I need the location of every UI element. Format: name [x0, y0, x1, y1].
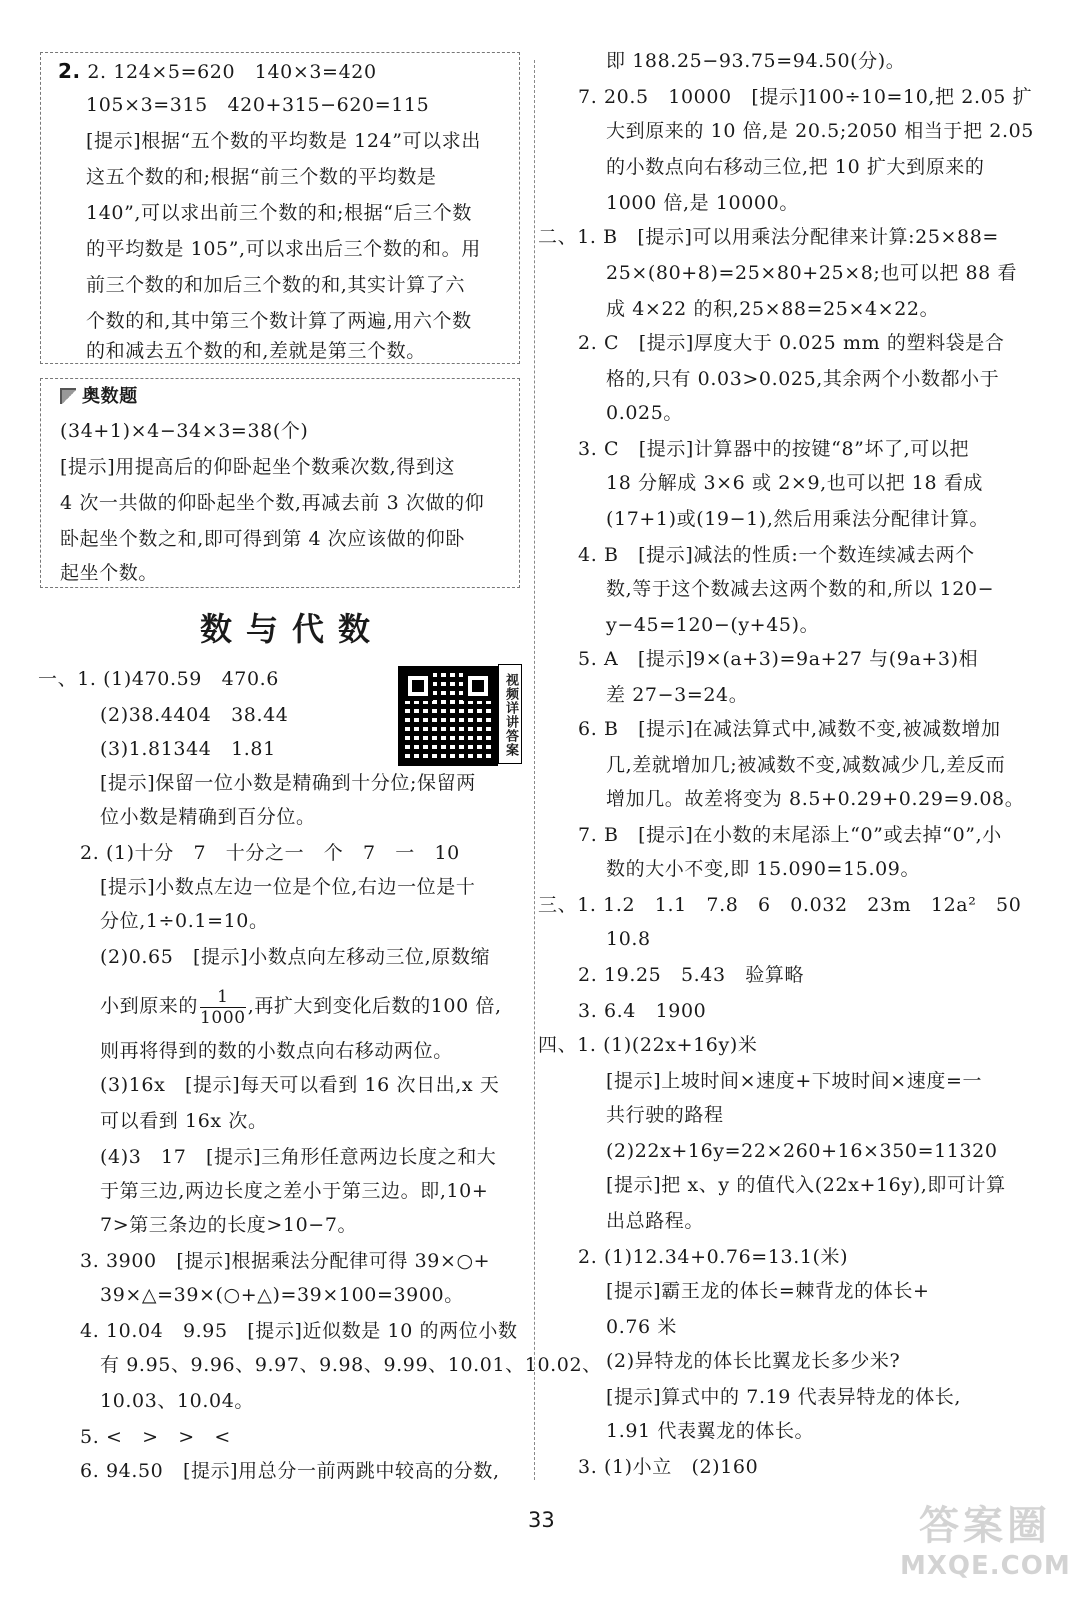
text-line: (3)1.81344 1.81: [100, 738, 276, 760]
text-line: 5. A [提示]9×(a+3)=9a+27 与(9a+3)相: [578, 648, 979, 670]
text-line: 格的,只有 0.03>0.025,其余两个小数都小于: [606, 368, 1000, 390]
text-line: 几,差就增加几;被减数不变,减数减少几,差反而: [606, 754, 1006, 776]
text-line: (17+1)或(19−1),然后用乘法分配律计算。: [606, 508, 990, 530]
text-line: (2)0.65 [提示]小数点向左移动三位,原数缩: [100, 946, 491, 968]
qr-label: 视频详讲答案: [498, 664, 522, 764]
text-line: 3. C [提示]计算器中的按键“8”坏了,可以把: [578, 438, 970, 460]
text-line: 一、1. (1)470.59 470.6: [38, 668, 279, 690]
text-line: 四、1. (1)(22x+16y)米: [538, 1034, 758, 1056]
text-line: 39×△=39×(○+△)=39×100=3900。: [100, 1284, 464, 1306]
text-line: 3. 3900 [提示]根据乘法分配律可得 39×○+: [80, 1250, 491, 1272]
text-line: (2)异特龙的体长比翼龙长多少米?: [606, 1350, 901, 1372]
text-line: 140”,可以求出前三个数的和;根据“后三个数: [86, 202, 472, 224]
text-line: 5. < > > <: [80, 1426, 231, 1448]
text-line: 则再将得到的数的小数点向右移动两位。: [100, 1040, 453, 1062]
text-line: 大到原来的 10 倍,是 20.5;2050 相当于把 2.05: [606, 120, 1034, 142]
text-line: (2)22x+16y=22×260+16×350=11320: [606, 1140, 998, 1162]
section-marker-icon: [60, 388, 76, 404]
text-line: 位小数是精确到百分位。: [100, 806, 316, 828]
text-line: 0.025。: [606, 402, 683, 424]
text-line: 10.03、10.04。: [100, 1390, 254, 1412]
text-line: 2. (1)12.34+0.76=13.1(米): [578, 1246, 849, 1268]
text-line: 分位,1÷0.1=10。: [100, 910, 269, 932]
text-line: 0.76 米: [606, 1316, 677, 1338]
text-line: 25×(80+8)=25×80+25×8;也可以把 88 看: [606, 262, 1018, 284]
section-title: 数与代数: [200, 610, 385, 648]
text-line: 小到原来的 $\frac{1}{1000}$ ,再扩大到变化后数的100 倍,: [100, 986, 502, 1028]
text-line: [提示]霸王龙的体长=棘背龙的体长+: [606, 1280, 930, 1302]
text-line: 可以看到 16x 次。: [100, 1110, 268, 1132]
text-line: 差 27−3=24。: [606, 684, 749, 706]
text-line: 的平均数是 105”,可以求出后三个数的和。用: [86, 238, 481, 260]
text-line: 前三个数的和加后三个数的和,其实计算了六: [86, 274, 466, 296]
text-line: 4. 10.04 9.95 [提示]近似数是 10 的两位小数: [80, 1320, 518, 1342]
text-line: 二、1. B [提示]可以用乘法分配律来计算:25×88=: [538, 226, 999, 248]
text-line: 18 分解成 3×6 或 2×9,也可以把 18 看成: [606, 472, 984, 494]
text-line: 3. 6.4 1900: [578, 1000, 707, 1022]
text-line: (2)38.4404 38.44: [100, 704, 289, 726]
text-line: 3. (1)小立 (2)160: [578, 1456, 759, 1478]
text-line: [提示]用提高后的仰卧起坐个数乘次数,得到这: [60, 456, 456, 478]
watermark-logo: 答案圈 MXQE.COM: [900, 1503, 1071, 1581]
column-divider: [534, 60, 535, 1480]
text-line: 7. 20.5 10000 [提示]100÷10=10,把 2.05 扩: [578, 86, 1033, 108]
text-line: 数,等于这个数减去这两个数的和,所以 120−: [606, 578, 995, 600]
text-line: 起坐个数。: [60, 562, 159, 584]
page-number: 33: [528, 1508, 555, 1532]
olympiad-heading: 奥数题: [60, 380, 138, 414]
text-line: [提示]把 x、y 的值代入(22x+16y),即可计算: [606, 1174, 1006, 1196]
text-line: 4 次一共做的仰卧起坐个数,再减去前 3 次做的仰: [60, 492, 485, 514]
text-line: [提示]根据“五个数的平均数是 124”可以求出: [86, 130, 481, 152]
text-line: 的和减去五个数的和,差就是第三个数。: [86, 340, 426, 362]
text-line: (3)16x [提示]每天可以看到 16 次日出,x 天: [100, 1074, 500, 1096]
text-line: 6. 94.50 [提示]用总分一前两跳中较高的分数,: [80, 1460, 500, 1482]
qr-code-icon[interactable]: [398, 666, 498, 766]
text-line: [提示]小数点左边一位是个位,右边一位是十: [100, 876, 476, 898]
text-line: y−45=120−(y+45)。: [606, 614, 820, 636]
text-line: 105×3=315 420+315−620=115: [86, 94, 430, 116]
text-line: 增加几。故差将变为 8.5+0.29+0.29=9.08。: [606, 788, 1025, 810]
text-line: 共行驶的路程: [606, 1104, 724, 1126]
text-line: [提示]保留一位小数是精确到十分位;保留两: [100, 772, 476, 794]
text-line: 1000 倍,是 10000。: [606, 192, 799, 214]
text-line: 数的大小不变,即 15.090=15.09。: [606, 858, 921, 880]
text-line: 2. 2. 124×5=620 140×3=420: [58, 59, 377, 83]
text-line: 10.8: [606, 928, 651, 950]
text-line: [提示]上坡时间×速度+下坡时间×速度=一: [606, 1070, 983, 1092]
text-line: 即 188.25−93.75=94.50(分)。: [606, 50, 906, 72]
text-line: 卧起坐个数之和,即可得到第 4 次应该做的仰卧: [60, 528, 466, 550]
text-line: 2. C [提示]厚度大于 0.025 mm 的塑料袋是合: [578, 332, 1005, 354]
text-line: 7>第三条边的长度>10−7。: [100, 1214, 358, 1236]
text-line: 2. (1)十分 7 十分之一 个 7 一 10: [80, 842, 460, 864]
text-line: 6. B [提示]在减法算式中,减数不变,被减数增加: [578, 718, 1001, 740]
text-line: 出总路程。: [606, 1210, 705, 1232]
text-line: 三、1. 1.2 1.1 7.8 6 0.032 23m 12a² 50: [538, 894, 1022, 916]
text-line: 的小数点向右移动三位,把 10 扩大到原来的: [606, 156, 985, 178]
text-line: 成 4×22 的积,25×88=25×4×22。: [606, 298, 940, 320]
text-line: 有 9.95、9.96、9.97、9.98、9.99、10.01、10.02、: [100, 1354, 602, 1376]
fraction: $\frac{1}{1000}$: [200, 986, 246, 1028]
text-line: (4)3 17 [提示]三角形任意两边长度之和大: [100, 1146, 497, 1168]
text-line: (34+1)×4−34×3=38(个): [60, 420, 309, 442]
text-line: 1.91 代表翼龙的体长。: [606, 1420, 815, 1442]
text-line: 这五个数的和;根据“前三个数的平均数是: [86, 166, 437, 188]
text-line: 4. B [提示]减法的性质:一个数连续减去两个: [578, 544, 975, 566]
text-line: 于第三边,两边长度之差小于第三边。即,10+: [100, 1180, 489, 1202]
text-line: 个数的和,其中第三个数计算了两遍,用六个数: [86, 310, 472, 332]
text-line: [提示]算式中的 7.19 代表异特龙的体长,: [606, 1386, 962, 1408]
text-line: 7. B [提示]在小数的末尾添上“0”或去掉“0”,小: [578, 824, 1002, 846]
text-line: 2. 19.25 5.43 验算略: [578, 964, 805, 986]
